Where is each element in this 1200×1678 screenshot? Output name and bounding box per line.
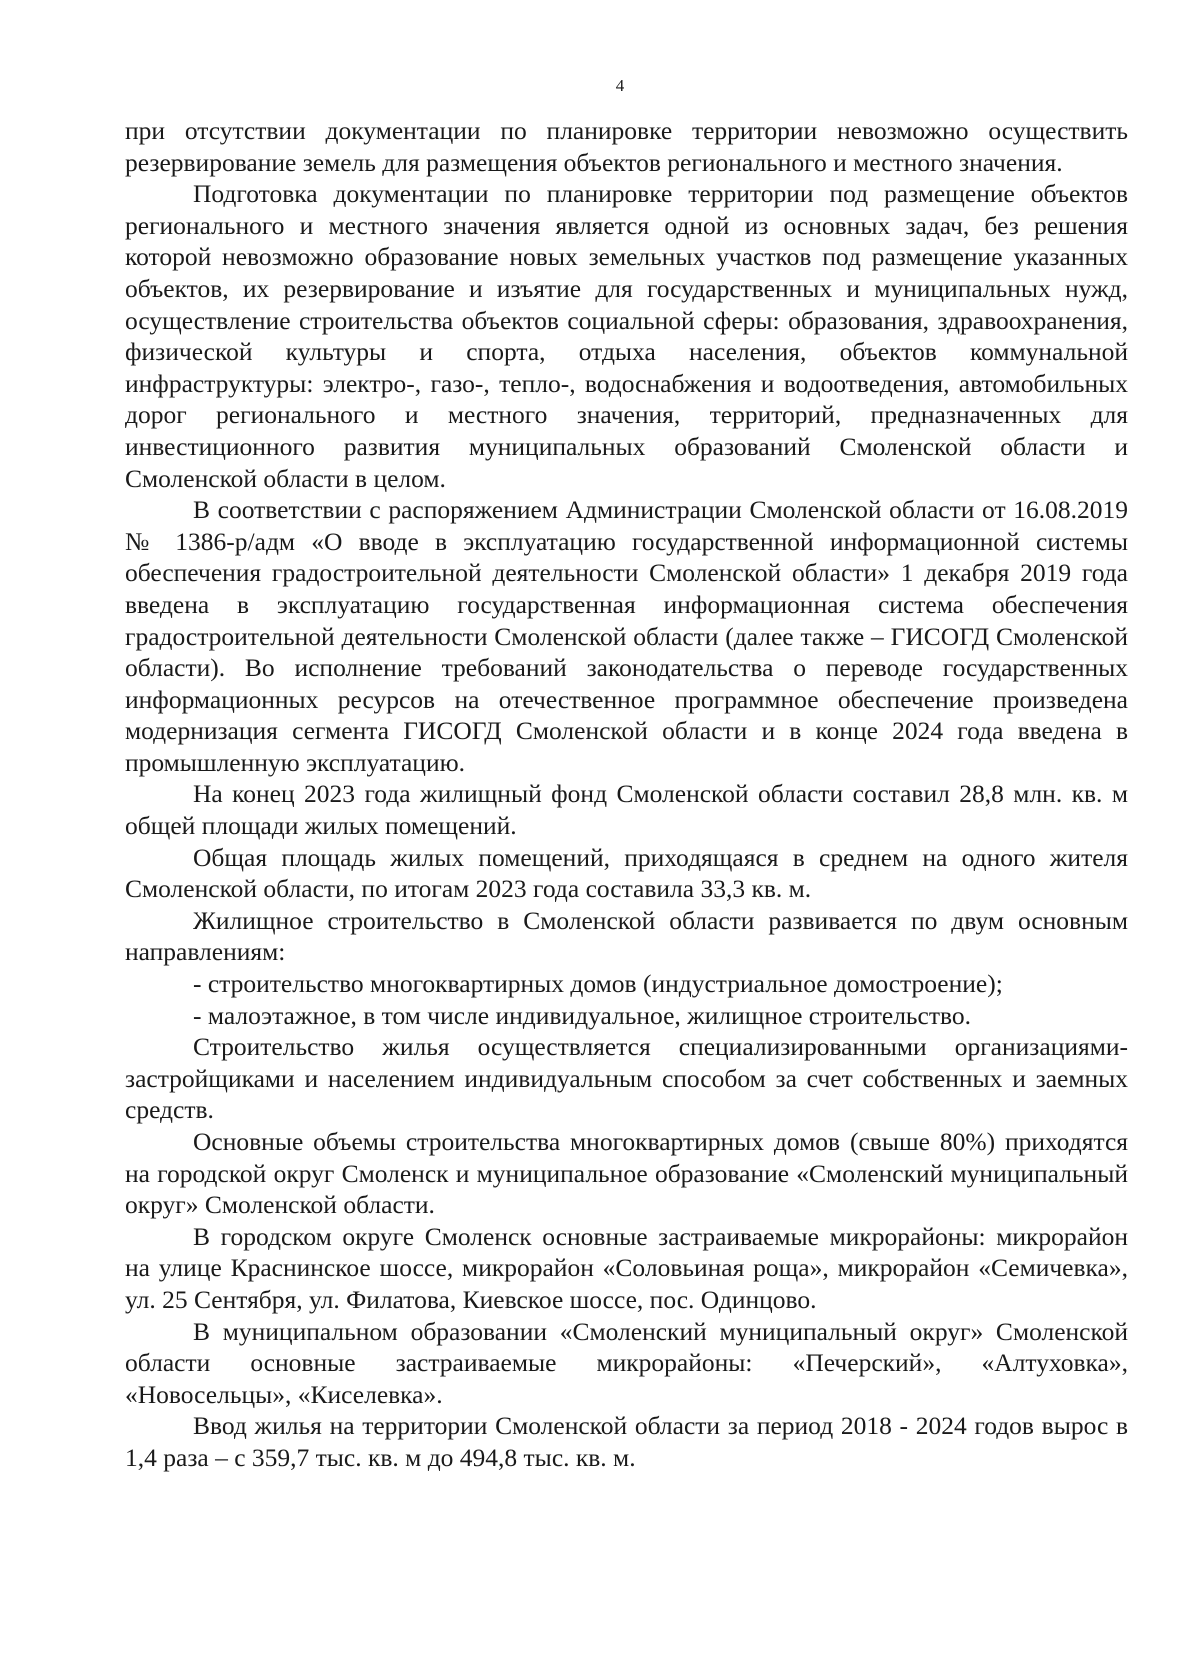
page-number: 4 bbox=[615, 76, 625, 95]
list-item-low-rise: - малоэтажное, в том числе индивидуальное, жилищное строительство. bbox=[193, 1000, 971, 1030]
paragraph-housing-stock: На конец 2023 года жилищный фонд Смоленской области составил 28,8 млн. кв. м общей площади жилых помещений. bbox=[125, 779, 1128, 841]
paragraph-housing-growth: Ввод жилья на территории Смоленской области за период 2018 - 2024 годов вырос в 1,4 раза – с 359,7 тыс. кв. м до 494,8 тыс. кв. м. bbox=[125, 1411, 1128, 1472]
list-item-apartment-buildings: - строительство многоквартирных домов (индустриальное домостроение); bbox=[193, 969, 1003, 999]
paragraph-developers: Строительство жилья осуществляется специализированными организациями-застройщиками и населением индивидуальным способом за счет собственных и заемных средств. bbox=[125, 1032, 1128, 1125]
paragraph-municipal-districts: В муниципальном образовании «Смоленский муниципальный округ» Смоленской области основные застраиваемые микрорайоны: «Печерский», «Алтуховка», «Новосельцы», «Киселевка». bbox=[125, 1316, 1128, 1409]
paragraph-continuation: при отсутствии документации по планировке территории невозможно осуществить резервирование земель для размещения объектов регионального и местного значения. bbox=[125, 116, 1128, 177]
paragraph-smolensk-districts: В городском округе Смоленск основные застраиваемые микрорайоны: микрорайон на улице Краснинское шоссе, микрорайон «Соловьиная роща», микрорайон «Семичевка», ул. 25 Сентября, ул. Филатова, Киевское шоссе, пос. Одинцово. bbox=[125, 1221, 1128, 1314]
paragraph-housing-directions: Жилищное строительство в Смоленской области развивается по двум основным направлениям: bbox=[125, 905, 1128, 967]
paragraph-area-per-resident: Общая площадь жилых помещений, приходящаяся в среднем на одного жителя Смоленской области, по итогам 2023 года составила 33,3 кв. м. bbox=[125, 842, 1128, 904]
paragraph-gisogd: В соответствии с распоряжением Администрации Смоленской области от 16.08.2019 № 1386-р/адм «О вводе в эксплуатацию государственной информационной системы обеспечения градостроительной деятельности Смоленской области» 1 декабря 2019 года введена в эксплуатацию государственная информационная система обеспечения градостроительной деятельности Смоленской области (далее также – ГИСОГД Смоленской области). Во исполнение требований законодательства о переводе государственных информационных ресурсов на отечественное программное обеспечение произведена модернизация сегмента ГИСОГД Смоленской области и в конце 2024 года введена в промышленную эксплуатацию. bbox=[125, 495, 1128, 777]
paragraph-planning-documentation: Подготовка документации по планировке территории под размещение объектов регионального и местного значения является одной из основных задач, без решения которой невозможно образование новых земельных участков под размещение указанных объектов, их резервирование и изъятие для государственных и муниципальных нужд, осуществление строительства объектов социальной сферы: образования, здравоохранения, физической культуры и спорта, отдыха населения, объектов коммунальной инфраструктуры: электро-, газо-, тепло-, водоснабжения и водоотведения, автомобильных дорог регионального и местного значения, территорий, предназначенных для инвестиционного развития муниципальных образований Смоленской области и Смоленской области в целом. bbox=[125, 179, 1128, 493]
document-body bbox=[125, 115, 1128, 1474]
paragraph-main-volumes: Основные объемы строительства многоквартирных домов (свыше 80%) приходятся на городской округ Смоленск и муниципальное образование «Смоленский муниципальный округ» Смоленской области. bbox=[125, 1127, 1128, 1220]
